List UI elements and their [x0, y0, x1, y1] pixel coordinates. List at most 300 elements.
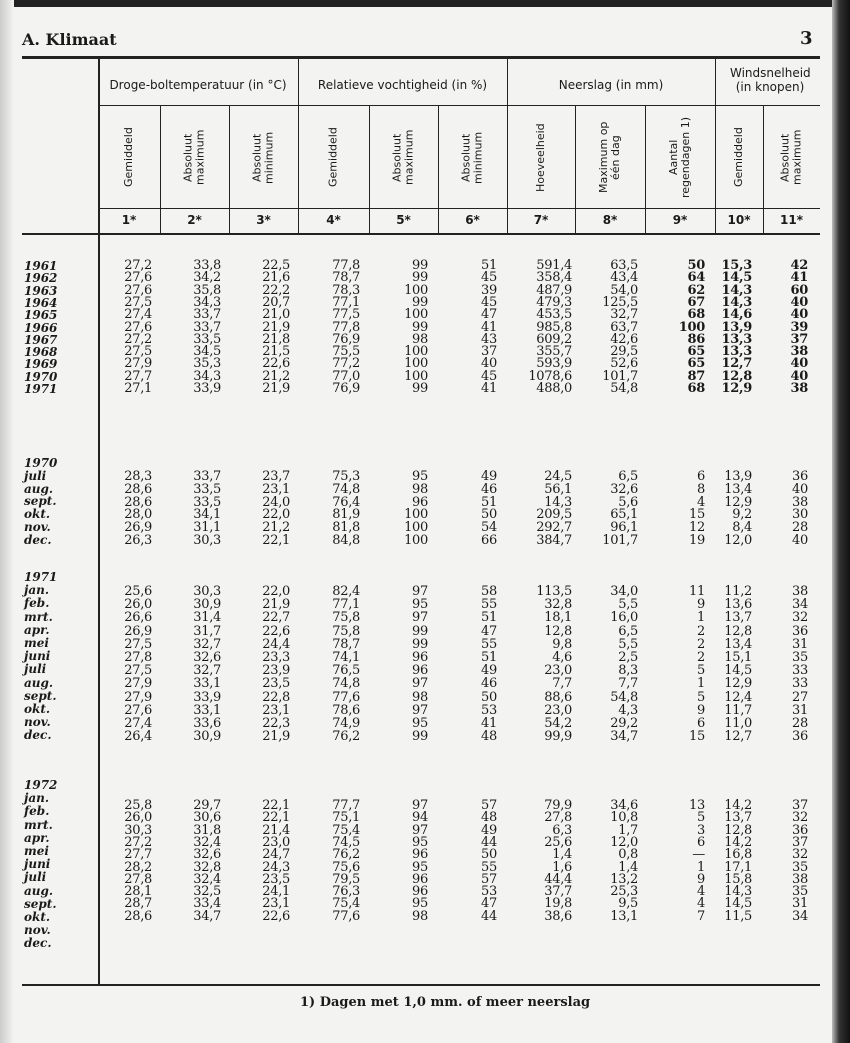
table-cell: 33,9 [193, 689, 221, 705]
table-cell: 27,2 [124, 331, 152, 347]
table-cell: 22,3 [262, 716, 290, 731]
table-cell: 57 [481, 798, 497, 813]
table-cell: 14,3 [721, 294, 752, 310]
table-cell: 78,3 [332, 282, 360, 298]
table-cell: 7,7 [552, 676, 572, 692]
column-header: Absoluut maximum [181, 129, 207, 186]
row-label: 1966 [24, 320, 58, 335]
column-number: 6* [465, 213, 480, 227]
table-cell: 36 [792, 623, 808, 639]
table-cell: 75,4 [332, 822, 360, 838]
table-cell: 31,4 [193, 610, 221, 626]
table-cell: 28,7 [124, 896, 152, 912]
table-cell: 27,8 [124, 871, 152, 887]
table-cell: 27,7 [124, 368, 152, 384]
table-cell: 53 [481, 702, 497, 718]
table-cell: 14,2 [724, 798, 752, 813]
table-cell: 4 [697, 896, 705, 912]
table-cell: 14,3 [544, 494, 572, 510]
table-cell: 27,9 [124, 356, 152, 372]
table-cell: 6 [697, 469, 705, 484]
table-cell: 22,8 [262, 689, 290, 705]
table-cell: 9 [697, 702, 705, 718]
table-cell: 21,9 [262, 319, 290, 335]
table-cell: 27,5 [124, 663, 152, 679]
group-humidity: Relatieve vochtigheid (in %) [317, 78, 488, 92]
table-cell: 21,4 [262, 822, 290, 838]
row-label: juli [24, 662, 47, 677]
table-cell: 22,6 [262, 356, 290, 372]
table-cell: 14,2 [724, 834, 752, 850]
table-cell: 79,9 [544, 798, 572, 813]
row-label: 1972 [24, 778, 58, 792]
table-cell: 27,9 [124, 676, 152, 692]
table-cell: 87 [687, 368, 705, 384]
row-label: nov. [24, 520, 51, 534]
page-gutter-shadow [0, 0, 14, 1043]
table-cell: 54,0 [610, 282, 638, 298]
table-cell: 38 [790, 344, 808, 360]
column-number: 10* [727, 213, 751, 227]
table-cell: 13,4 [724, 481, 752, 497]
table-cell: 39 [481, 282, 497, 298]
column-header: Hoeveelheid [534, 123, 547, 192]
table-cell: 33 [792, 663, 808, 679]
table-cell: 12,8 [724, 623, 752, 639]
table-cell: 12,8 [544, 623, 572, 639]
table-cell: 44 [481, 834, 497, 850]
table-cell: 95 [412, 716, 428, 731]
table-cell: 39 [790, 319, 808, 335]
table-cell: 22,6 [262, 623, 290, 639]
table-cell: 54,8 [610, 381, 638, 396]
row-label: okt. [24, 507, 51, 522]
table-cell: 32 [792, 847, 808, 863]
table-cell: 23,3 [262, 650, 290, 665]
table-cell: 37 [790, 331, 808, 347]
table-cell: 30,6 [193, 810, 221, 826]
table-cell: 99 [412, 294, 428, 310]
table-cell: 68 [687, 381, 705, 396]
row-label: feb. [24, 596, 50, 611]
table-cell: — [692, 847, 705, 863]
table-cell: 50 [687, 258, 705, 273]
table-cell: 101,7 [602, 368, 638, 384]
scan-right-edge [832, 0, 850, 1043]
table-cell: 95 [412, 896, 428, 912]
table-cell: 34 [792, 908, 808, 924]
table-cell: 16,8 [724, 847, 752, 863]
table-cell: 27,5 [124, 344, 152, 360]
table-cell: 12,8 [724, 822, 752, 838]
table-cell: 20,7 [262, 294, 290, 310]
table-cell: 23,0 [262, 834, 290, 850]
table-cell: 65 [687, 356, 705, 372]
row-label: 1964 [24, 295, 58, 310]
table-cell: 44 [481, 908, 497, 924]
table-cell: 97 [412, 798, 428, 813]
table-cell: 487,9 [536, 282, 572, 298]
table-cell: 25,3 [610, 884, 638, 900]
table-cell: 37,7 [544, 884, 572, 900]
table-cell: 77,8 [332, 319, 360, 335]
table-cell: 36 [792, 822, 808, 838]
table-cell: 9,8 [552, 636, 572, 652]
table-cell: 33,9 [193, 381, 221, 396]
table-cell: 12,7 [724, 729, 752, 745]
column-number: 8* [602, 213, 618, 227]
table-cell: 32,7 [193, 663, 221, 679]
table-cell: 34,1 [193, 507, 221, 523]
row-label: 1970 [24, 369, 58, 384]
table-cell: 74,1 [332, 650, 360, 665]
table-cell: 68 [687, 307, 705, 323]
table-cell: 34,6 [610, 798, 638, 813]
table-cell: 12,9 [724, 494, 752, 510]
table-cell: 81,9 [332, 507, 360, 523]
table-cell: 1,7 [618, 822, 638, 838]
table-cell: 5 [697, 810, 705, 826]
row-label: dec. [24, 532, 52, 547]
table-cell: 86 [687, 331, 705, 347]
table-cell: 74,8 [332, 676, 360, 692]
column-number: 9* [672, 213, 688, 227]
table-cell: 12,8 [721, 368, 752, 384]
column-number: 11* [780, 213, 803, 227]
column-header: Gemiddeld [122, 127, 135, 188]
table-cell: 54,8 [610, 689, 638, 705]
row-label: okt. [24, 910, 51, 924]
table-cell: 26,6 [124, 610, 152, 626]
table-cell: 9,2 [732, 507, 752, 523]
table-cell: 29,7 [193, 798, 221, 813]
table-cell: 21,2 [262, 520, 290, 536]
row-label: mei [24, 844, 49, 858]
table-cell: 32,6 [193, 650, 221, 665]
table-cell: 33 [792, 676, 808, 692]
table-cell: 77,6 [332, 908, 360, 924]
table-cell: 27,2 [124, 834, 152, 850]
table-cell: 4,3 [618, 702, 638, 718]
table-cell: 1 [697, 676, 705, 692]
table-cell: 1,4 [552, 847, 572, 863]
table-cell: 31,8 [193, 822, 221, 838]
table-cell: 4,6 [552, 650, 572, 665]
table-cell: 99 [412, 319, 428, 335]
table-cell: 100 [404, 356, 428, 372]
row-label: 1965 [24, 308, 58, 323]
table-cell: 12,9 [724, 676, 752, 692]
table-cell: 98 [412, 331, 428, 347]
table-cell: 34,3 [193, 294, 221, 310]
row-label: 1967 [24, 332, 58, 347]
table-cell: 98 [412, 481, 428, 497]
table-cell: 15 [689, 729, 705, 745]
table-cell: 26,3 [124, 533, 152, 548]
table-cell: 593,9 [536, 356, 572, 372]
table-cell: 13,4 [724, 636, 752, 652]
table-cell: 14,3 [721, 282, 752, 298]
table-cell: 31,1 [193, 520, 221, 536]
row-label: dec. [24, 936, 52, 951]
table-cell: 40 [792, 533, 808, 548]
table-cell: 99 [412, 636, 428, 652]
table-cell: 40 [790, 368, 808, 384]
table-cell: 27,6 [124, 270, 152, 286]
table-cell: 22,6 [262, 908, 290, 924]
table-cell: 97 [412, 584, 428, 599]
table-cell: 78,6 [332, 702, 360, 718]
table-cell: 96 [412, 663, 428, 679]
table-cell: 77,2 [332, 356, 360, 372]
table-cell: 11,7 [724, 702, 752, 718]
table-cell: 28 [792, 520, 808, 536]
table-cell: 95 [412, 834, 428, 850]
table-cell: 113,5 [536, 584, 572, 599]
table-cell: 6,5 [618, 469, 638, 484]
table-cell: 30 [792, 507, 808, 523]
table-cell: 15 [689, 507, 705, 523]
table-cell: 21,6 [262, 270, 290, 286]
table-cell: 27,5 [124, 636, 152, 652]
row-label: 1968 [24, 345, 58, 360]
table-cell: 48 [481, 810, 497, 826]
table-cell: 12,0 [610, 834, 638, 850]
table-cell: 30,9 [193, 597, 221, 613]
table-cell: 76,2 [332, 847, 360, 863]
table-cell: 21,2 [262, 368, 290, 384]
row-label: 1971 [24, 382, 58, 396]
table-cell: 77,7 [332, 798, 360, 813]
column-header: Absoluut maximum [778, 129, 804, 186]
table-cell: 82,4 [332, 584, 360, 599]
table-cell: 45 [481, 294, 497, 310]
table-cell: 21,0 [262, 307, 290, 323]
table-cell: 23,1 [262, 896, 290, 912]
table-cell: 47 [481, 896, 497, 912]
table-cell: 13,7 [724, 610, 752, 626]
table-cell: 31 [792, 896, 808, 912]
table-cell: 985,8 [536, 319, 572, 335]
table-cell: 38 [790, 381, 808, 396]
table-cell: 33,5 [193, 481, 221, 497]
table-cell: 45 [481, 368, 497, 384]
row-label: aug. [24, 675, 54, 690]
table-cell: 8 [697, 481, 705, 497]
table-cell: 5,5 [618, 636, 638, 652]
table-cell: 24,0 [262, 494, 290, 510]
row-label: mrt. [24, 817, 53, 832]
table-cell: 88,6 [544, 689, 572, 705]
table-cell: 41 [790, 270, 808, 286]
table-cell: 358,4 [536, 270, 572, 286]
table-cell: 99 [412, 729, 428, 745]
table-cell: 22,1 [262, 810, 290, 826]
table-cell: 21,9 [262, 597, 290, 613]
table-cell: 28,6 [124, 481, 152, 497]
table-cell: 13,2 [610, 871, 638, 887]
table-cell: 76,3 [332, 884, 360, 900]
table-cell: 75,6 [332, 859, 360, 875]
table-cell: 74,8 [332, 481, 360, 497]
table-cell: 12,4 [724, 689, 752, 705]
table-cell: 14,6 [721, 307, 752, 323]
row-label: feb. [24, 804, 50, 819]
table-cell: 25,6 [124, 584, 152, 599]
column-header: Absoluut maximum [390, 129, 416, 186]
table-cell: 11,0 [724, 716, 752, 731]
column-header: Aantal regendagen 1) [667, 117, 692, 199]
table-cell: 76,5 [332, 663, 360, 679]
table-cell: 27,9 [124, 689, 152, 705]
table-cell: 23,0 [544, 702, 572, 718]
table-cell: 35,8 [193, 282, 221, 298]
table-cell: 13 [689, 798, 705, 813]
row-label: jan. [24, 583, 50, 598]
table-cell: 99,9 [544, 729, 572, 745]
table-cell: 32,6 [610, 481, 638, 497]
row-label: 1961 [24, 259, 58, 273]
table-cell: 13,7 [724, 810, 752, 826]
table-cell: 33,7 [193, 319, 221, 335]
row-label: 1970 [24, 456, 58, 470]
row-label: apr. [24, 622, 50, 637]
table-cell: 3 [697, 822, 705, 838]
table-cell: 7,7 [618, 676, 638, 692]
table-cell: 19 [689, 533, 705, 548]
table-cell: 96,1 [610, 520, 638, 536]
table-cell: 77,0 [332, 368, 360, 384]
table-cell: 33,5 [193, 494, 221, 510]
table-cell: 32,8 [193, 859, 221, 875]
table-cell: 53 [481, 884, 497, 900]
table-cell: 46 [481, 676, 497, 692]
table-cell: 33,8 [193, 258, 221, 273]
table-cell: 11 [689, 584, 705, 599]
table-cell: 5,6 [618, 494, 638, 510]
table-cell: 13,6 [724, 597, 752, 613]
table-cell: 13,9 [721, 319, 752, 335]
table-cell: 55 [481, 636, 497, 652]
table-bottom-rule [22, 984, 820, 986]
table-cell: 43 [481, 331, 497, 347]
table-cell: 28,3 [124, 469, 152, 484]
table-cell: 97 [412, 610, 428, 626]
row-label: mei [24, 636, 49, 650]
table-cell: 100 [404, 507, 428, 523]
row-label: 1969 [24, 357, 58, 372]
table-cell: 97 [412, 822, 428, 838]
table-cell: 33,1 [193, 702, 221, 718]
table-cell: 38 [792, 871, 808, 887]
table-cell: 36 [792, 469, 808, 484]
table-cell: 45 [481, 270, 497, 286]
table-cell: 46 [481, 481, 497, 497]
row-label: sept. [24, 688, 57, 703]
table-cell: 100 [404, 344, 428, 360]
table-cell: 33,7 [193, 469, 221, 484]
row-label: sept. [24, 896, 57, 911]
table-cell: 15,3 [721, 258, 752, 273]
table-cell: 14,5 [724, 896, 752, 912]
table-cell: 30,9 [193, 729, 221, 745]
table-cell: 1 [697, 610, 705, 626]
table-cell: 35 [792, 859, 808, 875]
group-rule [98, 105, 820, 106]
table-cell: 96 [412, 884, 428, 900]
table-cell: 64 [687, 270, 705, 286]
table-cell: 55 [481, 859, 497, 875]
table-cell: 27 [792, 689, 808, 705]
table-cell: 96 [412, 650, 428, 665]
row-label: apr. [24, 830, 50, 845]
table-cell: 33,4 [193, 896, 221, 912]
table-cell: 29,5 [610, 344, 638, 360]
table-cell: 95 [412, 859, 428, 875]
table-cell: 1,6 [552, 859, 572, 875]
column-number: 4* [326, 213, 341, 227]
table-cell: 22,7 [262, 610, 290, 626]
table-cell: 99 [412, 258, 428, 273]
table-cell: 2 [697, 623, 705, 639]
table-cell: 9 [697, 871, 705, 887]
table-cell: 77,8 [332, 258, 360, 273]
table-cell: 2 [697, 636, 705, 652]
table-cell: 12,7 [721, 356, 752, 372]
table-cell: 48 [481, 729, 497, 745]
table-cell: 28,0 [124, 507, 152, 523]
table-cell: 94 [412, 810, 428, 826]
column-number: 3* [256, 213, 271, 227]
table-cell: 95 [412, 597, 428, 613]
table-cell: 99 [412, 623, 428, 639]
table-cell: 24,1 [262, 884, 290, 900]
table-cell: 34,5 [193, 344, 221, 360]
row-label: jan. [24, 791, 50, 806]
column-header: Maximum op één dag [597, 121, 622, 194]
column-header: Absoluut minimum [459, 131, 485, 184]
column-header: Gemiddeld [732, 127, 745, 188]
table-cell: 32 [792, 610, 808, 626]
table-cell: 27,7 [124, 847, 152, 863]
table-cell: 32,5 [193, 884, 221, 900]
table-cell: 67 [687, 294, 705, 310]
table-cell: 8,4 [732, 520, 752, 536]
header-bottom-rule [22, 233, 820, 235]
table-cell: 99 [412, 381, 428, 396]
table-cell: 33,6 [193, 716, 221, 731]
table-cell: 63,5 [610, 258, 638, 273]
table-cell: 95 [412, 469, 428, 484]
table-cell: 488,0 [536, 381, 572, 396]
table-cell: 33,7 [193, 307, 221, 323]
table-cell: 5,5 [618, 597, 638, 613]
row-label: juni [24, 649, 51, 664]
table-cell: 49 [481, 822, 497, 838]
row-label: dec. [24, 728, 52, 743]
table-cell: 62 [687, 282, 705, 298]
table-cell: 5 [697, 663, 705, 679]
column-number: 7* [533, 213, 549, 227]
table-cell: 54,2 [544, 716, 572, 731]
section-title: A. Klimaat [22, 30, 117, 49]
table-cell: 4 [697, 494, 705, 510]
table-cell: 75,8 [332, 610, 360, 626]
table-cell: 49 [481, 663, 497, 679]
table-cell: 40 [790, 356, 808, 372]
table-cell: 42,6 [610, 331, 638, 347]
table-cell: 22,2 [262, 282, 290, 298]
